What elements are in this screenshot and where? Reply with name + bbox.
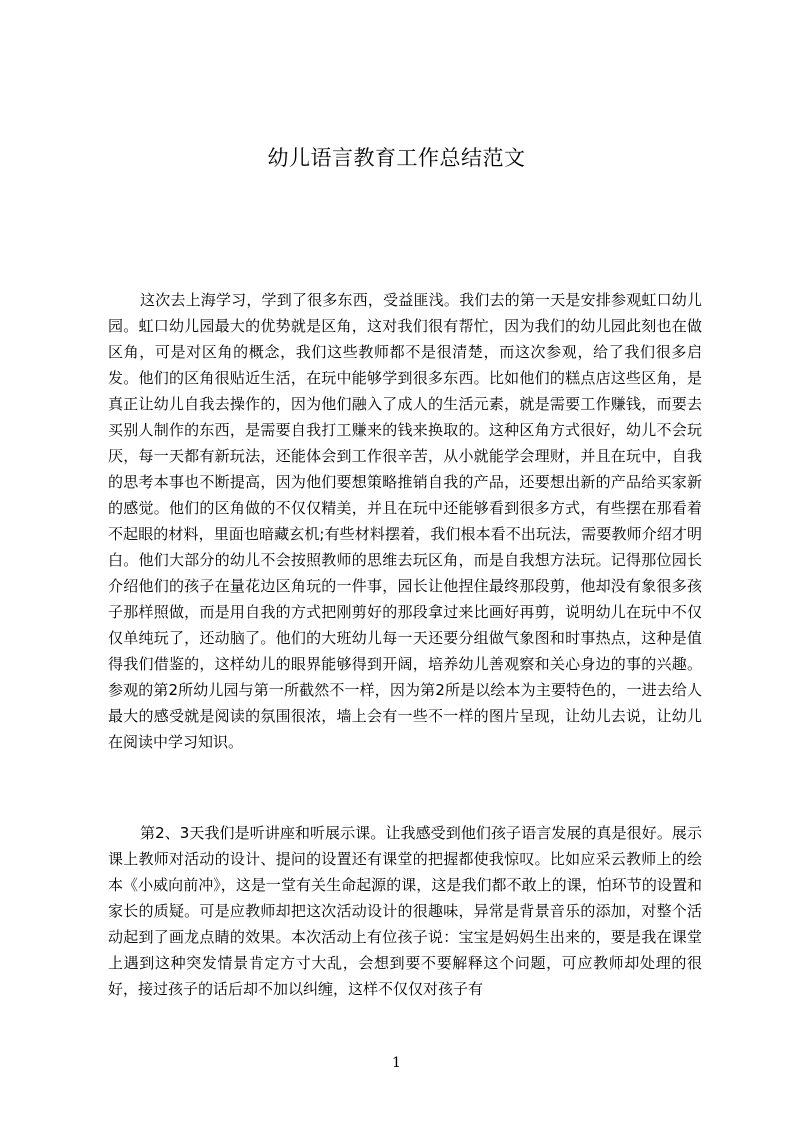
page-number: 1 [392, 1055, 401, 1071]
document-title: 幼儿语言教育工作总结范文 [267, 146, 526, 170]
body-paragraph-2: 第2、3天我们是听讲座和听展示课。让我感受到他们孩子语言发展的真是很好。展示课上教师对活动的设计、提问的设置还有课堂的把握都使我惊叹。比如应采云教师上的绘本《小威向前冲》，这是一堂有关生命起源的课，这是我们都不敢上的课，怕环节的设置和家长的质疑。可是应教师却把这次活动设计的很趣味，异常是背景音乐的添加，对整个活动起到了画龙点睛的效果。本次活动上有位孩子说：宝宝是妈妈生出来的，要是我在课堂上遇到这种突发情景肯定方寸大乱，会想到要不要解释这个问题，可应教师却处理的很好，接过孩子的话后却不加以纠缠，这样不仅仅对孩子有 [108, 824, 702, 998]
body-paragraph-1: 这次去上海学习，学到了很多东西，受益匪浅。我们去的第一天是安排参观虹口幼儿园。虹口幼儿园最大的优势就是区角，这对我们很有帮忙，因为我们的幼儿园此刻也在做区角，可是对区角的概念，我们这些教师都不是很清楚，而这次参观，给了我们很多启发。他们的区角很贴近生活，在玩中能够学到很多东西。比如他们的糕点店这些区角，是真正让幼儿自我去操作的，因为他们融入了成人的生活元素，就是需要工作赚钱，而要去买别人制作的东西，是需要自我打工赚来的钱来换取的。这种区角方式很好，幼儿不会玩厌，每一天都有新玩法，还能体会到工作很辛苦，从小就能学会理财，并且在玩中，自我的思考本事也不断提高，因为他们要想策略推销自我的产品，还要想出新的产品给买家新的感觉。他们的区角做的不仅仅精美，并且在玩中还能够看到很多方式，有些摆在那看着不起眼的材料，里面也暗藏玄机;有些材料摆着，我们根本看不出玩法，需要教师介绍才明白。他们大部分的幼儿不会按照教师的思维去玩区角，而是自我想方法玩。记得那位园长介绍他们的孩子在量花边区角玩的一件事，园长让他捏住最终那段剪，他却没有象很多孩子那样照做，而是用自我的方式把刚剪好的那段拿过来比画好再剪，说明幼儿在玩中不仅仅单纯玩了，还动脑了。他们的大班幼儿每一天还要分组做气象图和时事热点，这种是值得我们借鉴的，这样幼儿的眼界能够得到开阔，培养幼儿善观察和关心身边的事的兴趣。参观的第2所幼儿园与第一所截然不一样，因为第2所是以绘本为主要特色的，一进去给人最大的感受就是阅读的氛围很浓，墙上会有一些不一样的图片呈现，让幼儿去说，让幼儿在阅读中学习知识。 [108, 291, 702, 751]
